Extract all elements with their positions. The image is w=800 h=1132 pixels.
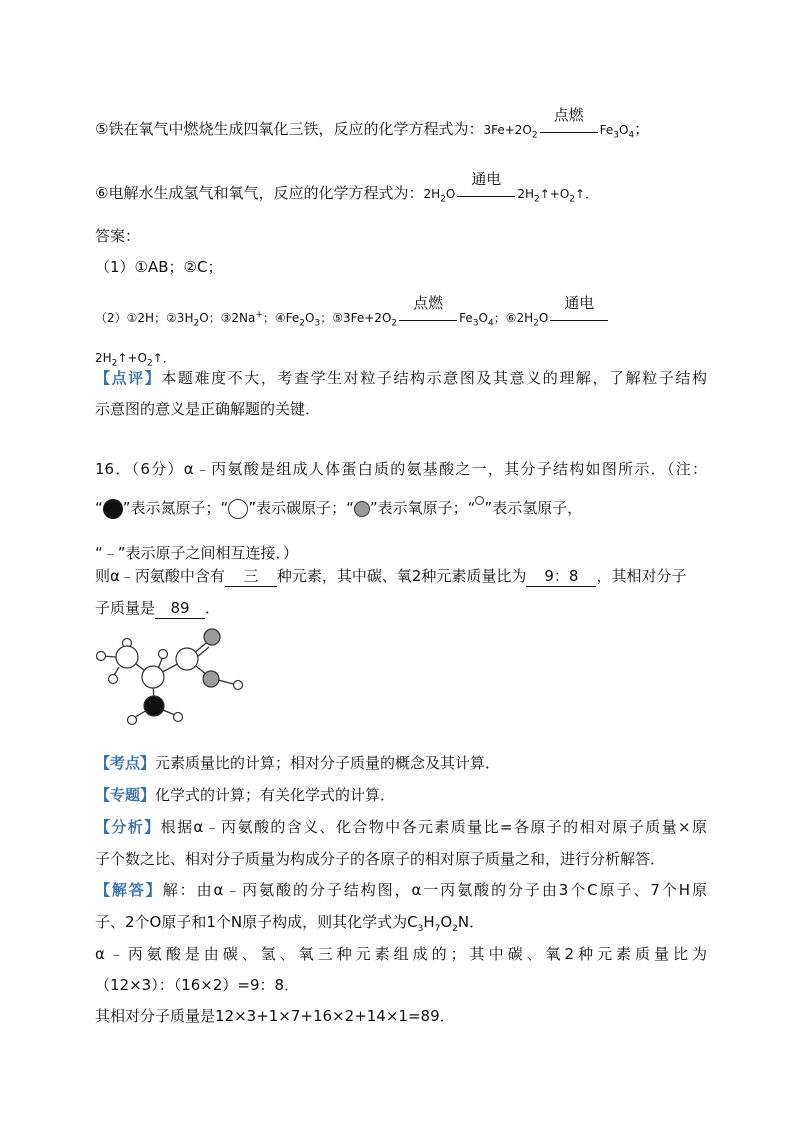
- carbon-atom: [142, 666, 164, 688]
- hydrogen-atom: [234, 681, 243, 690]
- fenxi-line-2: 子个数之比、相对分子质量为构成分子的各原子的相对原子质量之和，进行分析解答．: [95, 850, 666, 868]
- reaction-arrow: 通电: [457, 184, 515, 198]
- answer-blank-2: 9：8: [526, 566, 596, 587]
- reaction-arrow: 点燃: [399, 308, 457, 322]
- hydrogen-atom: [109, 675, 118, 684]
- hydrogen-atom: [159, 650, 168, 659]
- comment-tag: 【点评】: [95, 369, 162, 387]
- kaodian-line: 【考点】元素质量比的计算；相对分子质量的概念及其计算．: [95, 754, 501, 772]
- jieda-tag: 【解答】: [95, 881, 163, 899]
- zhuanti-line: 【专题】化学式的计算；有关化学式的计算．: [95, 786, 396, 804]
- reaction-arrow: 点燃: [540, 120, 598, 134]
- fenxi-line-1: 【分析】根据α﹣丙氨酸的含义、化合物中各元素质量比=各原子的相对原子质量×原: [95, 818, 707, 836]
- solution-line-2: （12×3）：（16×2）=9：8．: [95, 976, 300, 994]
- nitrogen-atom-icon: [103, 499, 123, 519]
- reaction-arrow: 通电: [550, 308, 608, 322]
- zhuanti-tag: 【专题】: [95, 786, 156, 804]
- equation-line-5: ⑤铁在氧气中燃烧生成四氧化三铁，反应的化学方程式为：$3Fe+2O_2$ 点燃 $Fe_3O_4$；: [95, 106, 650, 141]
- alanine-molecule-diagram: [92, 622, 252, 732]
- carbon-atom-icon: [228, 499, 248, 519]
- answer-blank-1: 三: [225, 566, 277, 587]
- answer-label: 答案：: [95, 227, 141, 245]
- solution-line-3: 其相对分子质量是12×3+1×7+16×2+14×1=89．: [95, 1007, 455, 1025]
- solution-line-1: α﹣丙氨酸是由碳、氢、氧三种元素组成的；其中碳、氧2种元素质量比为: [95, 945, 707, 963]
- jieda-line-1: 【解答】解：由α﹣丙氨酸的分子结构图，α一丙氨酸的分子由3个C原子、7个H原: [95, 881, 707, 899]
- question-16-ask: 则α﹣丙氨酸中含有 三 种元素，其中碳、氧2种元素质量比为 9：8 ，其相对分子: [95, 567, 687, 585]
- oxygen-atom: [203, 671, 219, 687]
- oxygen-atom: [204, 629, 220, 645]
- hydrogen-atom: [128, 716, 137, 725]
- legend-bond: “﹣”表示原子之间相互连接．）: [95, 544, 299, 562]
- kaodian-tag: 【考点】: [95, 754, 156, 772]
- equation-line-6: ⑥电解水生成氢气和氧气，反应的化学方程式为：$2H_2O$ 通电 $2H_2↑+O_2↑$．: [95, 170, 598, 205]
- jieda-line-2: 子、2个O原子和1个N原子构成，则其化学式为$C_3H_7O_2N$．: [95, 913, 485, 934]
- answer-2: （2）①2H；$②3H_2O$；③2Na+；$④Fe_2O_3$；$⑤3Fe+2O_2$ 点燃 $Fe_3O_4$；$⑥2H_2O$ 通电: [95, 308, 610, 328]
- nitrogen-atom: [144, 696, 164, 716]
- answer-2-continued: $2H_2↑+O_2↑$．: [95, 351, 175, 369]
- hydrogen-atom: [97, 652, 106, 661]
- hydrogen-atom: [174, 713, 183, 722]
- answer-blank-3: 89: [155, 598, 205, 619]
- carbon-atom: [176, 648, 198, 670]
- comment-line-2: 示意图的意义是正确解题的关键．: [95, 400, 321, 418]
- atom-legend: “ ”表示氮原子；“ ”表示碳原子；“ ”表示氧原子；“ ”表示氢原子，: [95, 498, 582, 519]
- answer-1: （1）①AB；②C；: [95, 258, 223, 276]
- carbon-atom: [116, 646, 138, 668]
- question-16-head: 16．（6分）α﹣丙氨酸是组成人体蛋白质的氨基酸之一，其分子结构如图所示．（注：: [95, 460, 707, 478]
- question-16-ask-2: 子质量是 89 ．: [95, 599, 221, 617]
- fenxi-tag: 【分析】: [95, 818, 161, 836]
- oxygen-atom-icon: [354, 501, 370, 517]
- comment-line-1: 【点评】本题难度不大，考查学生对粒子结构示意图及其意义的理解，了解粒子结构: [95, 369, 707, 387]
